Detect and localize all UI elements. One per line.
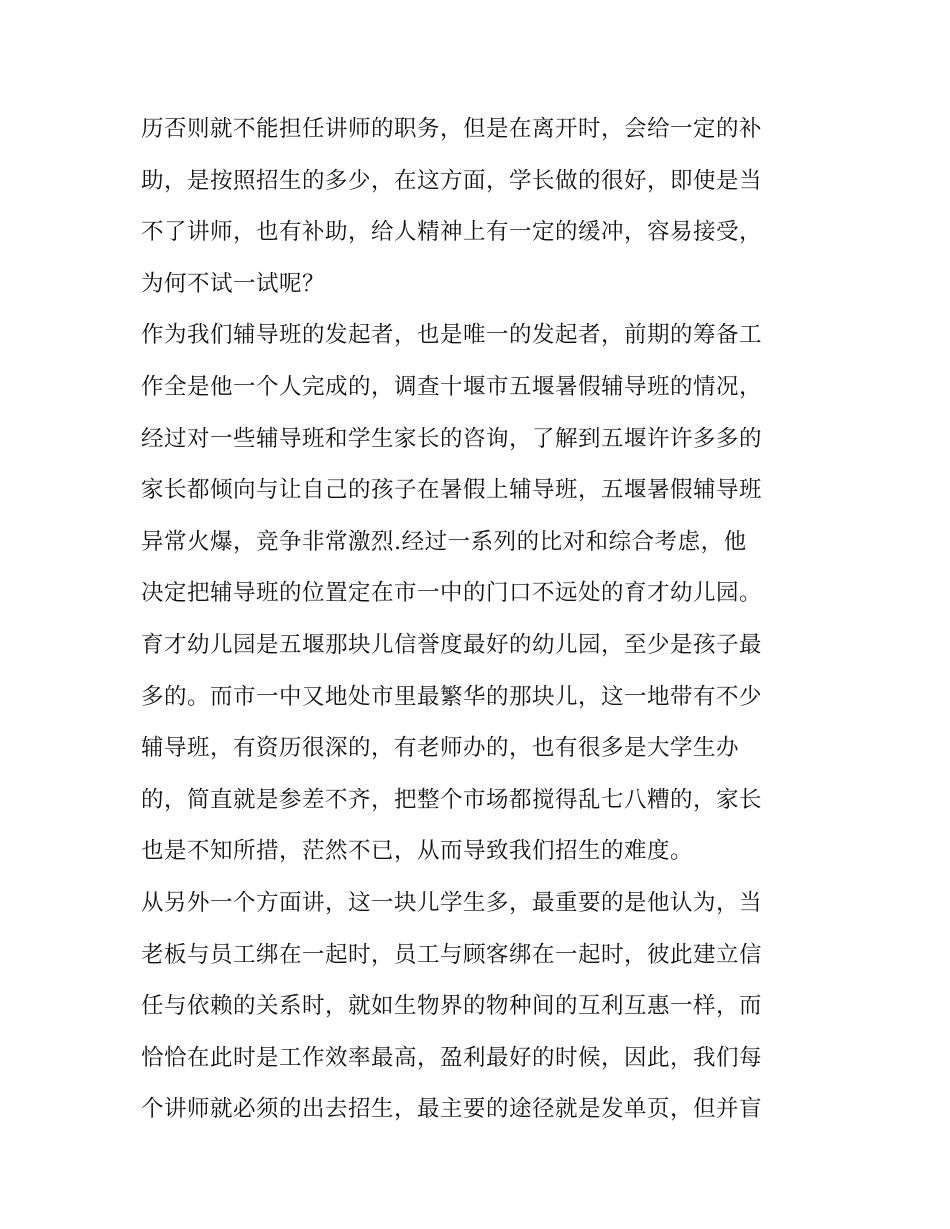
body-text [141,104,821,1136]
text-line: 作全是他一个人完成的，调查十堰市五堰暑假辅导班的情况， [141,373,763,400]
text-line: 不了讲师，也有补助，给人精神上有一定的缓冲，容易接受， [141,219,763,246]
text-line: 老板与员工绑在一起时，员工与顾客绑在一起时，彼此建立信 [141,941,763,968]
text-line: 异常火爆，竞争非常激烈.经过一系列的比对和综合考虑，他 [141,528,747,555]
text-line: 家长都倾向与让自己的孩子在暑假上辅导班，五堰暑假辅导班 [141,477,763,504]
text-line: 决定把辅导班的位置定在市一中的门口不远处的育才幼儿园。 [141,580,763,607]
text-line: 为何不试一试呢？ [141,270,326,297]
text-line: 助，是按照招生的多少，在这方面，学长做的很好，即使是当 [141,167,763,194]
text-line: 经过对一些辅导班和学生家长的咨询，了解到五堰许许多多的 [141,425,763,452]
text-line: 从另外一个方面讲，这一块儿学生多，最重要的是他认为，当 [141,889,763,916]
text-line: 育才幼儿园是五堰那块儿信誉度最好的幼儿园，至少是孩子最 [141,631,763,658]
text-line: 作为我们辅导班的发起者，也是唯一的发起者，前期的筹备工 [141,322,763,349]
text-line: 历否则就不能担任讲师的职务，但是在离开时，会给一定的补 [141,116,763,142]
text-line: 个讲师就必须的出去招生，最主要的途径就是发单页，但并盲 [141,1096,763,1123]
text-line: 辅导班，有资历很深的，有老师办的，也有很多是大学生办 [141,735,740,762]
text-line: 的，简直就是参差不齐，把整个市场都搅得乱七八糟的，家长 [141,786,763,813]
text-line: 恰恰在此时是工作效率最高，盈利最好的时候，因此，我们每 [141,1044,763,1071]
text-line: 也是不知所措，茫然不已，从而导致我们招生的难度。 [141,838,694,865]
text-line: 任与依赖的关系时，就如生物界的物种间的互利互惠一样，而 [141,993,763,1020]
text-line: 多的。而市一中又地处市里最繁华的那块儿，这一地带有不少 [141,683,763,710]
